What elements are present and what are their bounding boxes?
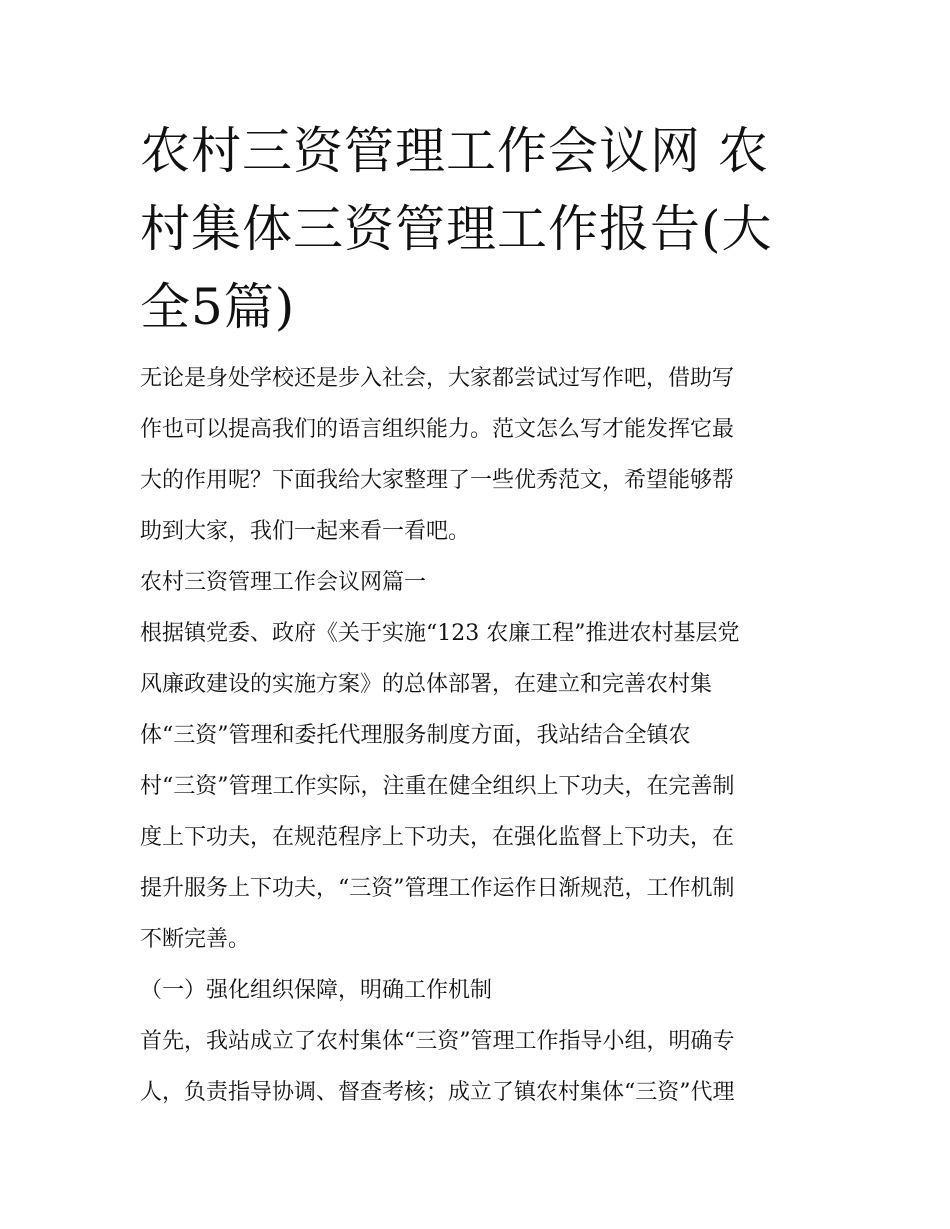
- body-line-1: 根据镇党委、政府《关于实施“123 农廉工程”推进农村基层党: [140, 621, 740, 646]
- body-line-7: 不断完善。: [140, 927, 251, 952]
- document-title: 农村三资管理工作会议网 农村集体三资管理工作报告(大全5篇): [140, 122, 773, 336]
- body-line-6: 提升服务上下功夫，“三资”管理工作运作日渐规范，工作机制: [140, 876, 735, 901]
- intro-line-4: 助到大家，我们一起来看一看吧。: [140, 519, 471, 544]
- intro-line-2: 作也可以提高我们的语言组织能力。范文怎么写才能发挥它最: [140, 417, 735, 442]
- body-line-2: 风廉政建设的实施方案》的总体部署，在建立和完善农村集: [140, 672, 713, 697]
- body-line-3: 体“三资”管理和委托代理服务制度方面，我站结合全镇农: [140, 723, 691, 748]
- section-heading: 农村三资管理工作会议网篇一: [140, 570, 427, 595]
- body-line-9: 人，负责指导协调、督查考核；成立了镇农村集体“三资”代理: [140, 1080, 735, 1105]
- subsection-heading: （一）强化组织保障，明确工作机制: [140, 978, 493, 1003]
- body-line-8: 首先，我站成立了农村集体“三资”管理工作指导小组，明确专: [140, 1029, 735, 1054]
- body-line-5: 度上下功夫，在规范程序上下功夫，在强化监督上下功夫，在: [140, 825, 735, 850]
- intro-line-3: 大的作用呢？下面我给大家整理了一些优秀范文，希望能够帮: [140, 468, 735, 493]
- intro-line-1: 无论是身处学校还是步入社会，大家都尝试过写作吧，借助写: [140, 366, 735, 391]
- body-line-4: 村“三资”管理工作实际，注重在健全组织上下功夫，在完善制: [140, 774, 735, 799]
